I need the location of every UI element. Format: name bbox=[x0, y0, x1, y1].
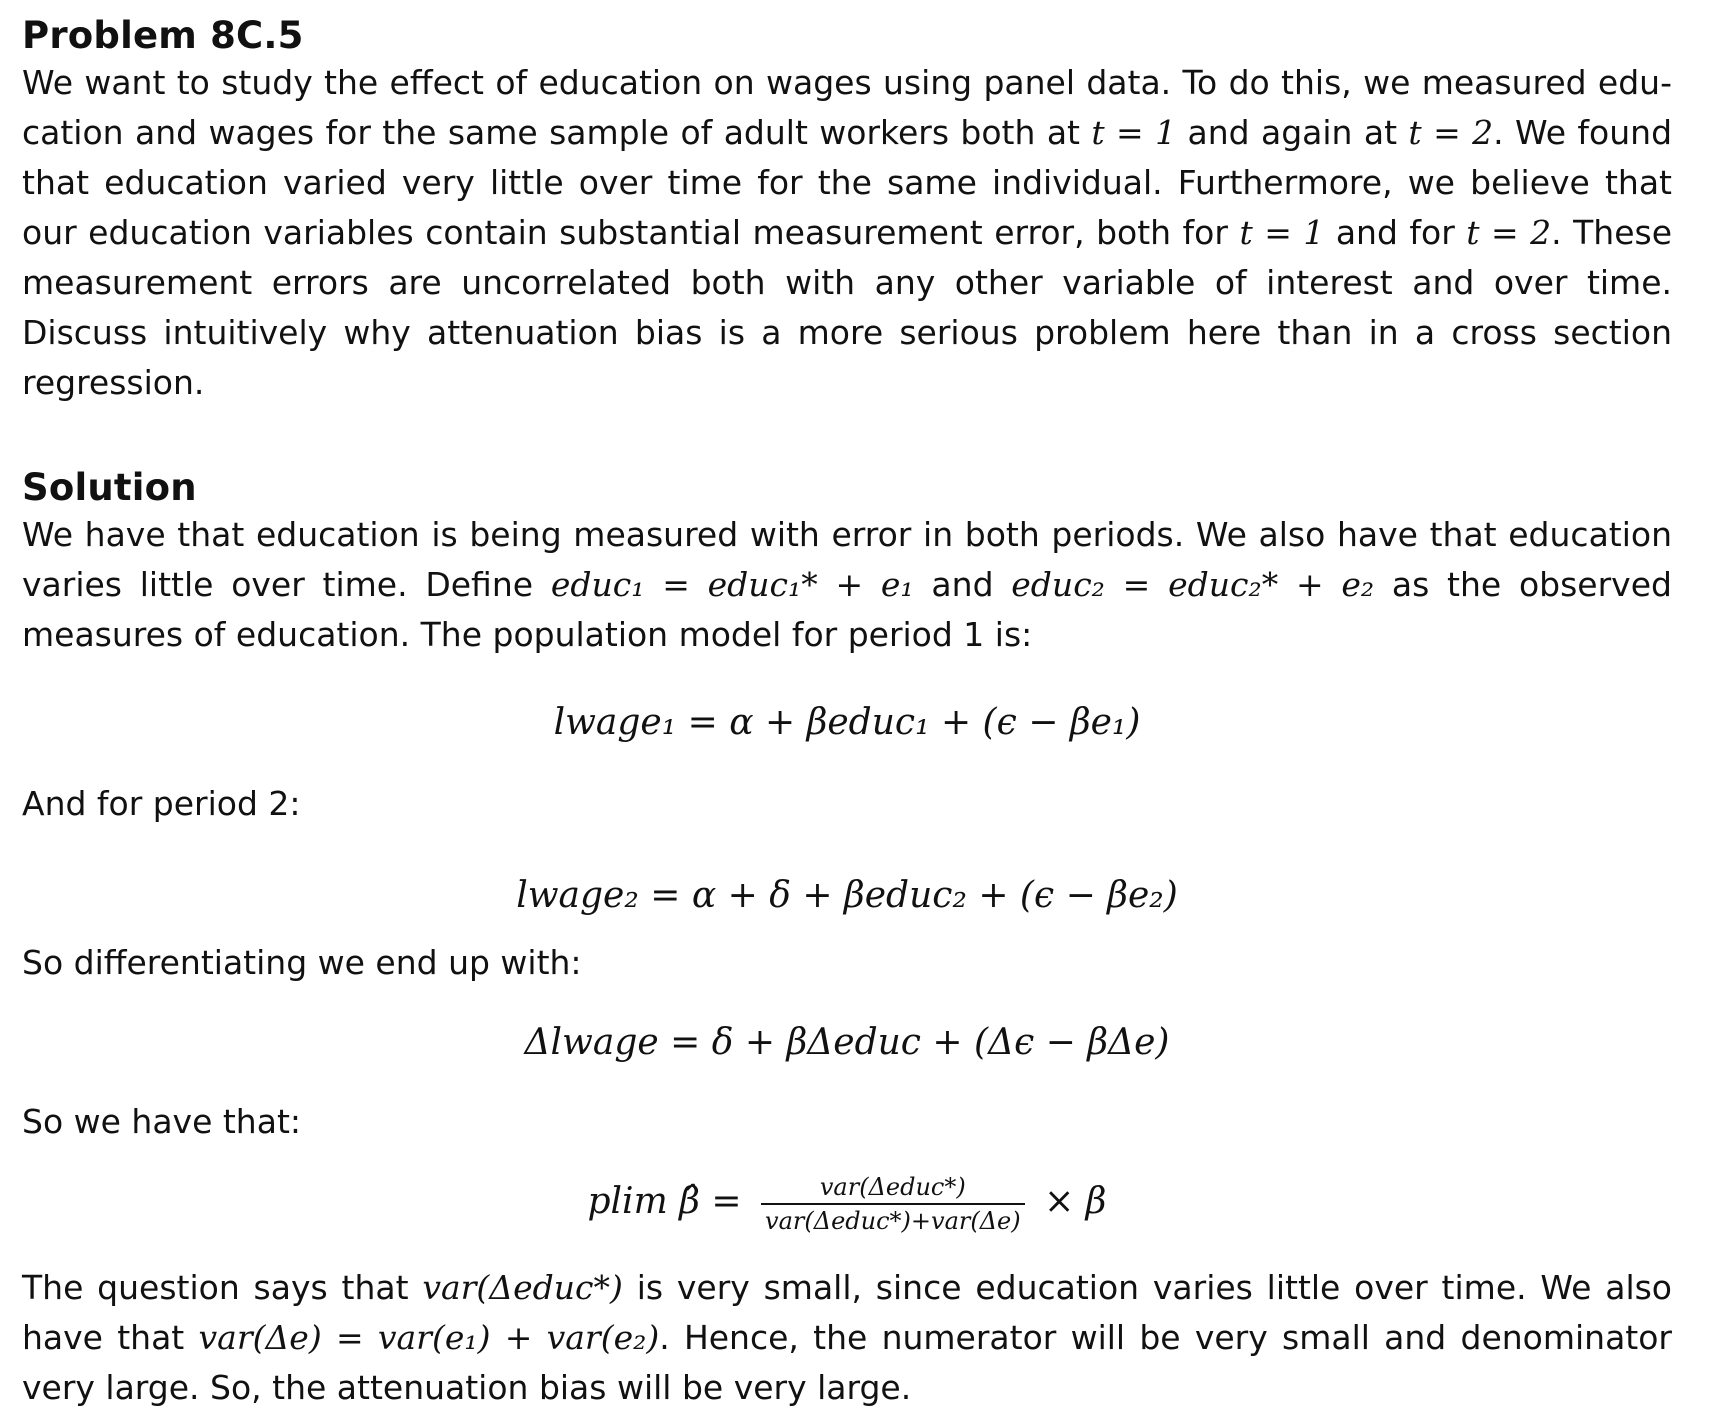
problem-text-1: We want to study the effect of education on wages using panel data. To do this, we measured edu-cation and wages for the same sample of adult workers both at bbox=[22, 63, 1672, 152]
math-t-equals-1: t = 1 bbox=[1091, 113, 1177, 152]
document-page bbox=[22, 14, 1672, 1413]
math-var-delta-educ: var(Δeduc*) bbox=[422, 1268, 623, 1307]
problem-text-2: and again at bbox=[1176, 113, 1409, 152]
problem-statement bbox=[22, 58, 1672, 408]
problem-text-4: and for bbox=[1324, 213, 1467, 252]
math-def-educ2: educ₂ = educ₂* + e₂ bbox=[1011, 565, 1375, 604]
period-2-label: And for period 2: bbox=[22, 784, 301, 823]
equation-differenced: Δlwage = δ + βΔeduc + (Δϵ − βΔe) bbox=[524, 1022, 1170, 1063]
plim-rhs: × β bbox=[1044, 1181, 1107, 1222]
plim-numerator: var(Δeduc*) bbox=[761, 1173, 1025, 1205]
math-def-educ1: educ₁ = educ₁* + e₁ bbox=[550, 565, 914, 604]
conclusion-text-a: The question says that bbox=[22, 1268, 423, 1307]
plim-denominator: var(Δeduc*)+var(Δe) bbox=[765, 1207, 1021, 1235]
math-t-equals-2: t = 2 bbox=[1408, 113, 1494, 152]
conclusion-text-c: . Hence, the numerator will be very small and denominator very large. So, the attenuation bias will be very large. bbox=[22, 1318, 1672, 1407]
equation-plim bbox=[22, 1173, 1672, 1235]
plim-lhs: plim β̂ = bbox=[587, 1181, 742, 1222]
solution-text-b: and bbox=[913, 565, 1012, 604]
equation-period-2: lwage₂ = α + δ + βeduc₂ + (ϵ − βe₂) bbox=[516, 875, 1178, 916]
solution-text-c: as the observed measures of education. The population model for period 1 is: bbox=[22, 565, 1672, 654]
differentiating-label: So differentiating we end up with: bbox=[22, 943, 582, 982]
problem-title: Problem 8C.5 bbox=[22, 14, 304, 57]
math-var-delta-e: var(Δe) = var(e₁) + var(e₂) bbox=[198, 1318, 660, 1357]
conclusion bbox=[22, 1263, 1672, 1413]
plim-fraction bbox=[761, 1173, 1025, 1235]
problem-text-5: . These measurement errors are uncorrelated both with any other variable of interest and over time. Discuss intuitively why attenuation bias is a more serious problem here than in a cross section regression. bbox=[22, 213, 1673, 402]
math-t-equals-2-b: t = 2 bbox=[1466, 213, 1552, 252]
conclusion-text-b: is very small, since education varies little over time. We also have that bbox=[22, 1268, 1672, 1357]
problem-text-3: . We found that education varied very little over time for the same individual. Furthermore, we believe that our education variables contain substantial measurement error, both for bbox=[22, 113, 1673, 252]
math-t-equals-1-b: t = 1 bbox=[1239, 213, 1325, 252]
solution-intro bbox=[22, 510, 1672, 660]
solution-text-a: We have that education is being measured with error in both periods. We also have that education varies little over time. Define bbox=[22, 515, 1672, 604]
have-that-label: So we have that: bbox=[22, 1102, 302, 1141]
equation-period-1: lwage₁ = α + βeduc₁ + (ϵ − βe₁) bbox=[553, 702, 1141, 743]
solution-title: Solution bbox=[22, 466, 197, 509]
